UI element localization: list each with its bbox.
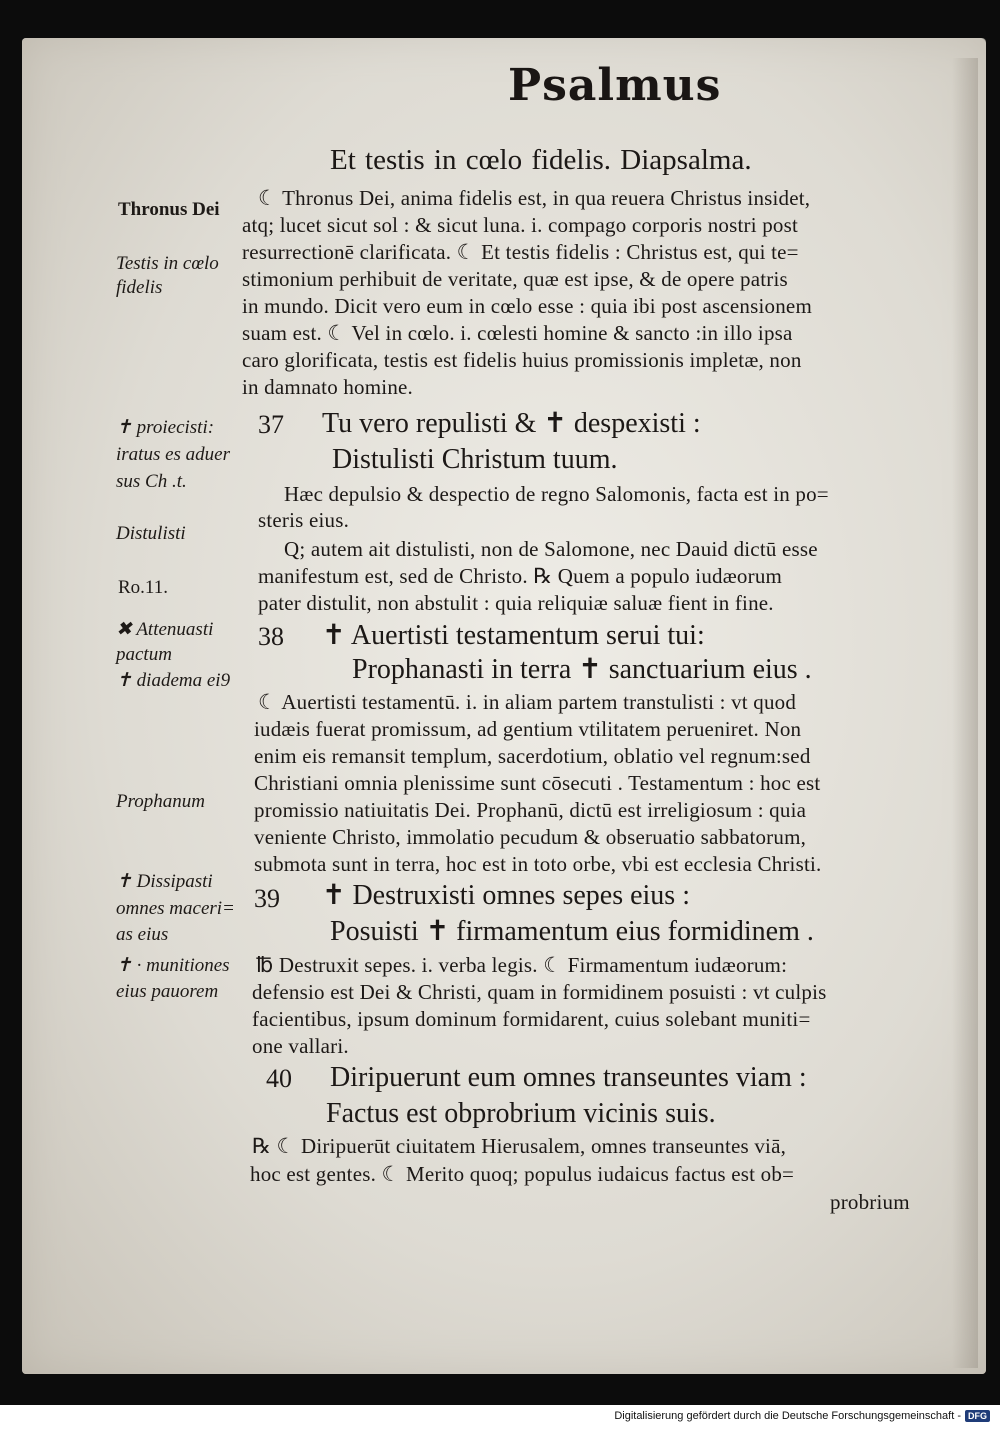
verse-line: ✝ Auertisti testamentum serui tui: xyxy=(322,620,705,651)
commentary-line: steris eius. xyxy=(258,508,350,532)
verse-line: Prophanasti in terra ✝ sanctuarium eius . xyxy=(352,654,812,685)
margin-note: pactum xyxy=(116,644,172,665)
margin-note: eius pauorem xyxy=(116,981,219,1002)
margin-note: ✝ · munitiones xyxy=(116,955,230,976)
verse-line: Posuisti ✝ firmamentum eius formidinem . xyxy=(330,916,814,947)
dfg-logo-icon: DFG xyxy=(965,1410,990,1422)
commentary-line: Q; autem ait distulisti, non de Salomone, nec Dauid dictū esse xyxy=(284,537,818,561)
margin-note: ✝ Dissipasti xyxy=(116,871,213,892)
catchword: probrium xyxy=(830,1190,910,1214)
commentary-line: enim eis remansit templum, sacerdotium, oblatio vel regnum:sed xyxy=(254,744,811,768)
margin-note: ✝ diadema ei9 xyxy=(116,670,231,691)
verse-number: 39 xyxy=(254,884,280,913)
commentary-line: hoc est gentes. ☾ Merito quoq; populus iudaicus factus est ob= xyxy=(250,1162,795,1186)
commentary-line: pater distulit, non abstulit : quia reliquiæ saluæ fient in fine. xyxy=(258,591,774,615)
margin-note: fidelis xyxy=(116,277,163,298)
margin-note: Testis in cœlo xyxy=(116,253,219,274)
verse-number: 40 xyxy=(266,1064,292,1093)
commentary-line: ℔ Destruxit sepes. i. verba legis. ☾ Firmamentum iudæorum: xyxy=(256,953,788,977)
verse-line: Diripuerunt eum omnes transeuntes viam : xyxy=(330,1062,807,1093)
commentary-line: defensio est Dei & Christi, quam in formidinem posuisti : vt culpis xyxy=(252,980,827,1004)
commentary-line: atq; lucet sicut sol : & sicut luna. i. compago corporis nostri post xyxy=(242,213,799,237)
commentary-line: in mundo. Dicit vero eum in cœlo esse : quia ibi post ascensionem xyxy=(242,294,812,318)
commentary-line: iudæis fuerat promissum, ad gentium vtilitatem perueniret. Non xyxy=(254,717,802,741)
commentary-line: caro glorificata, testis est fidelis huius promissionis impletæ, non xyxy=(242,348,802,372)
page-edge-shadow xyxy=(952,58,978,1368)
commentary-line: submota sunt in terra, hoc est in toto orbe, vbi est ecclesia Christi. xyxy=(254,852,822,876)
verse-line: ✝ Destruxisti omnes sepes eius : xyxy=(322,880,690,911)
footer-text: Digitalisierung gefördert durch die Deutsche Forschungsgemeinschaft - xyxy=(614,1410,961,1422)
commentary-line: stimonium perhibuit de veritate, quæ est ipse, & de opere patris xyxy=(242,267,788,291)
commentary-line: manifestum est, sed de Christo. ℞ Quem a populo iudæorum xyxy=(258,564,783,588)
margin-note: as eius xyxy=(116,924,169,945)
commentary-line: one vallari. xyxy=(252,1034,349,1058)
margin-note: omnes maceri= xyxy=(116,898,235,919)
verse-line: Tu vero repulisti & ✝ despexisti : xyxy=(322,408,701,439)
margin-note: Ro.11. xyxy=(118,577,168,598)
commentary-line: ☾ Auertisti testamentū. i. in aliam partem transtulisti : vt quod xyxy=(258,690,797,714)
margin-note: Thronus Dei xyxy=(118,199,220,220)
verse-number: 37 xyxy=(258,410,284,439)
commentary-line: ☾ Thronus Dei, anima fidelis est, in qua reuera Christus insidet, xyxy=(258,186,811,210)
margin-note: iratus es aduer xyxy=(116,444,230,465)
margin-note: ✝ proiecisti: xyxy=(116,417,215,438)
commentary-line: promissio natiuitatis Dei. Prophanū, dictū est irreligiosum : quia xyxy=(254,798,807,822)
margin-note: ✖ Attenuasti xyxy=(116,619,214,640)
margin-note: Prophanum xyxy=(116,791,206,812)
commentary-line: suam est. ☾ Vel in cœlo. i. cœlesti homine & sancto :in illo ipsa xyxy=(242,321,793,345)
verse-line: Factus est obprobrium vicinis suis. xyxy=(326,1098,716,1129)
margin-note: sus Ch .t. xyxy=(116,471,187,492)
commentary-line: resurrectionē clarificata. ☾ Et testis fidelis : Christus est, qui te= xyxy=(242,240,799,264)
commentary-line: veniente Christo, immolatio pecudum & obseruatio sabbatorum, xyxy=(254,825,807,849)
verse-header: Et testis in cœlo fidelis. Diapsalma. xyxy=(330,144,752,176)
verse-number: 38 xyxy=(258,622,284,651)
verse-line: Distulisti Christum tuum. xyxy=(332,444,618,475)
digitization-footer xyxy=(614,1410,990,1422)
commentary-line: in damnato homine. xyxy=(242,375,413,399)
commentary-line: Hæc depulsio & despectio de regno Salomonis, facta est in po= xyxy=(284,482,829,506)
commentary-line: facientibus, ipsum dominum formidarent, cuius solebant muniti= xyxy=(252,1007,811,1031)
margin-note: Distulisti xyxy=(116,523,186,544)
commentary-line: ℞ ☾ Diripuerūt ciuitatem Hierusalem, omnes transeuntes viā, xyxy=(252,1134,787,1158)
running-head: Psalmus xyxy=(508,60,722,111)
commentary-line: Christiani omnia plenissime sunt cōsecuti . Testamentum : hoc est xyxy=(254,771,821,795)
